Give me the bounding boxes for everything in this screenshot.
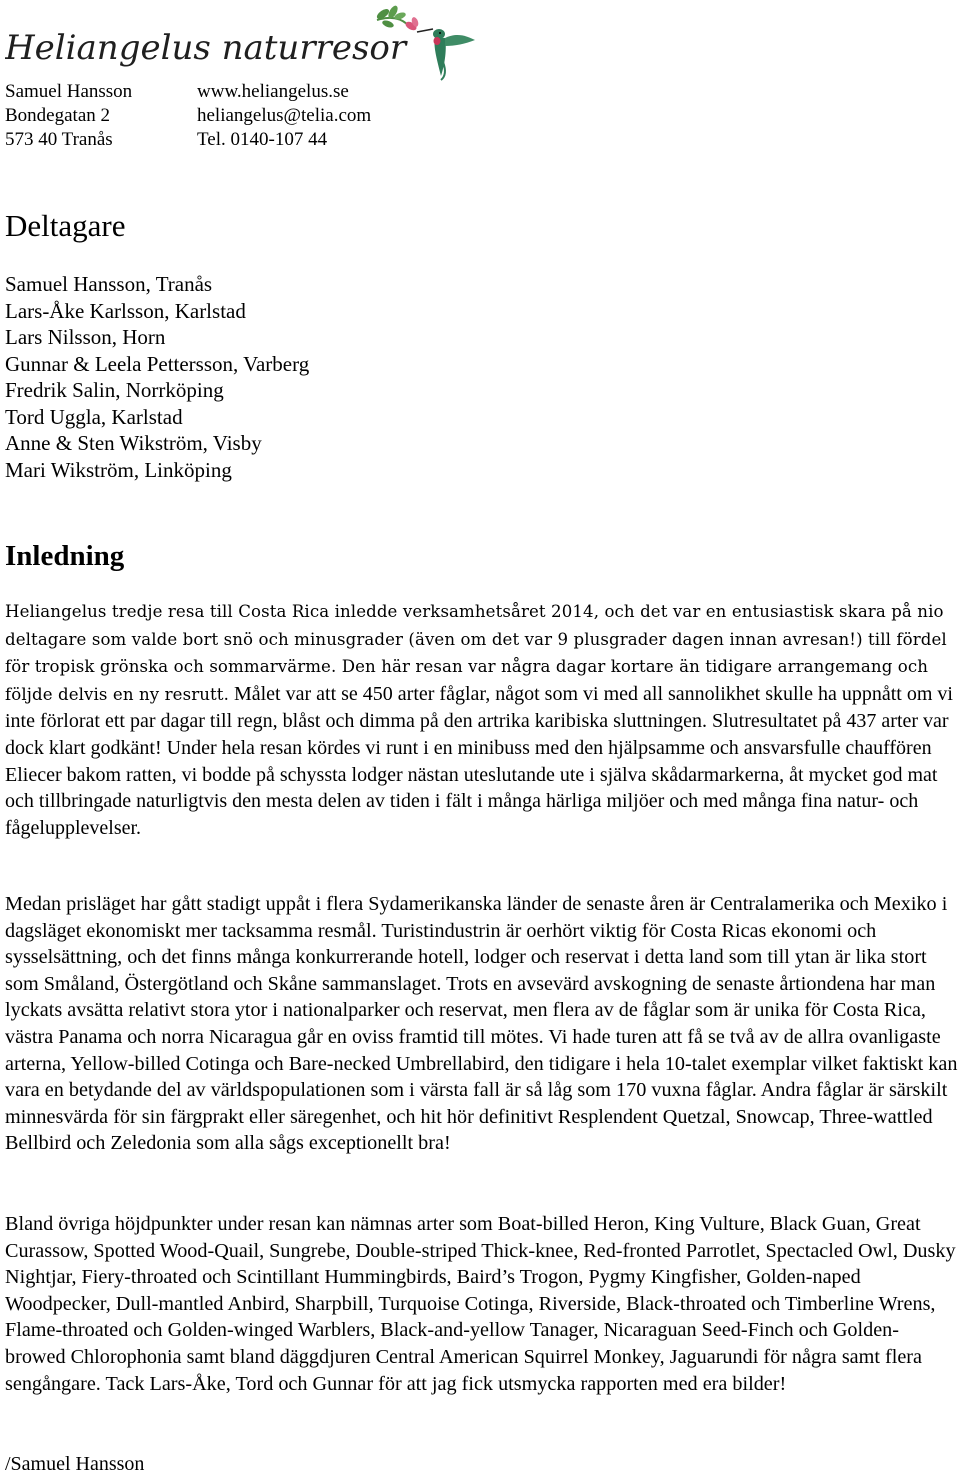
intro-heading: Inledning [5, 540, 125, 572]
participant-item: Lars Nilsson, Horn [5, 325, 166, 349]
participant-item: Mari Wikström, Linköping [5, 457, 232, 482]
contact-phone: Tel. 0140-107 44 [197, 129, 328, 150]
participant-item: Tord Uggla, Karlstad [5, 404, 183, 429]
participant-item: Gunnar & Leela Pettersson, Varberg [5, 351, 310, 376]
hummingbird-logo-icon [5, 2, 475, 82]
contact-row [5, 80, 371, 104]
participants-heading: Deltagare [5, 208, 126, 243]
participant-item: Anne & Sten Wikström, Visby [5, 431, 262, 455]
participant-item: Lars-Åke Karlsson, Karlstad [5, 298, 246, 323]
participant-item: Samuel Hansson, Tranås [5, 272, 213, 296]
signature: /Samuel Hansson [5, 1453, 145, 1475]
intro-paragraph-3: Bland övriga höjdpunkter under resan kan nämnas arter som Boat-billed Heron, King Vulture, Black Guan, Great Curassow, Spotted Wood-Quail, Sungrebe, Double-striped Thick-knee, Red-fronted Parrotlet, Spectacled Owl, Dusky Nightjar, Fiery-throated och Scintillant Hummingbirds, Baird’s Trogon, Pygmy Kingfisher, Golden-naped Woodpecker, Dull-mantled Anbird, Sharpbill, Turquoise Cotinga, Riverside, Black-throated och Timberline Wrens, Flame-throated och Golden-winged Warblers, Black-and-yellow Tanager, Nicaraguan Seed-Finch och Golden-browed Chlorophonia samt bland däggdjuren Central American Squirrel Monkey, Jaguarundi för några samt flera sengångare. Tack Lars-Åke, Tord och Gunnar för att jag fick utsmycka rapporten med era bilder! [5, 1213, 956, 1395]
email-link[interactable]: heliangelus@telia.com [197, 105, 372, 126]
intro-continued-text: Målet var att se 450 arter fåglar, något som vi med all sannolikhet skulle ha uppnått om vi inte förlorat ett par dagar till regn, blåst och dimma på den artrika karibiska sluttningen. Slutresultatet på 437 arter var dock klart godkänt! Under hela resan kördes vi runt i en minibuss med den hjälpsamme och ansvarsfulle chauffören Eliecer bakom ratten, vi bodde på schyssta lodger nästan uteslutande ute i själva skådarmarkerna, åt mycket god mat och tillbringade naturligtvis den mesta delen av tiden i fält i många härliga miljöer och med många fina natur- och fågelupplevelser. [5, 682, 953, 839]
participant-item: Fredrik Salin, Norrköping [5, 378, 224, 402]
intro-paragraph-2: Medan prisläget har gått stadigt uppåt i flera Sydamerikanska länder de senaste åren är Centralamerika och Mexiko i dagsläget ekonomiskt mer tacksamma resmål. Turistindustrin är oerhört viktig för Costa Ricas ekonomi och sysselsättning, och det finns många konkurrerande hotell, lodger och reservat i detta land som till ytan är lika stort som Småland, Östergötland och Skåne sammanslaget. Trots en avsevärd avskogning de senaste årtiondena har man lyckats avsätta relativt stora ytor i nationalparker och reservat, men flera av de fåglar som är unika för Costa Rica, västra Panama och norra Nicaragua går en oviss framtid till mötes. Vi hade turen att få se två av de allra ovanligaste arterna, Yellow-billed Cotinga och Bare-necked Umbrellabird, den tidigare i hela 10-talet exemplar vilket faktiskt kan vara en betydande del av världspopulationen som i värsta fall är så låg som 170 vuxna fåglar. Andra fåglar är särskilt minnesvärda för sin färgprakt eller säregenhet, och hit hör definitivt Resplendent Quetzal, Snowcap, Three-wattled Bellbird och Zeledonia som alla sågs exceptionellt bra! [5, 893, 958, 1155]
intro-lead-text: Heliangelus tredje resa till Costa Rica inledde verksamhetsåret 2014, och det var en entusiastisk skara på nio deltagare som valde bort snö och minusgrader (även om det var 9 plusgrader dagen innan avresan!) till fördel för tropisk grönska och sommarvärme. Den här resan var några dagar kortare än tidigare arrangemang och följde delvis en ny resrutt. [5, 602, 947, 704]
logo-text: Heliangelus naturresor [5, 28, 407, 68]
contact-row [5, 104, 371, 128]
website-link[interactable]: www.heliangelus.se [197, 81, 349, 102]
contact-postal: 573 40 Tranås [5, 129, 113, 150]
participants-list [5, 271, 309, 483]
contact-name: Samuel Hansson [5, 81, 133, 102]
contact-block [5, 80, 371, 152]
contact-row [5, 128, 371, 152]
contact-street: Bondegatan 2 [5, 105, 111, 126]
intro-paragraph-1 [5, 598, 958, 841]
logo [5, 2, 475, 82]
